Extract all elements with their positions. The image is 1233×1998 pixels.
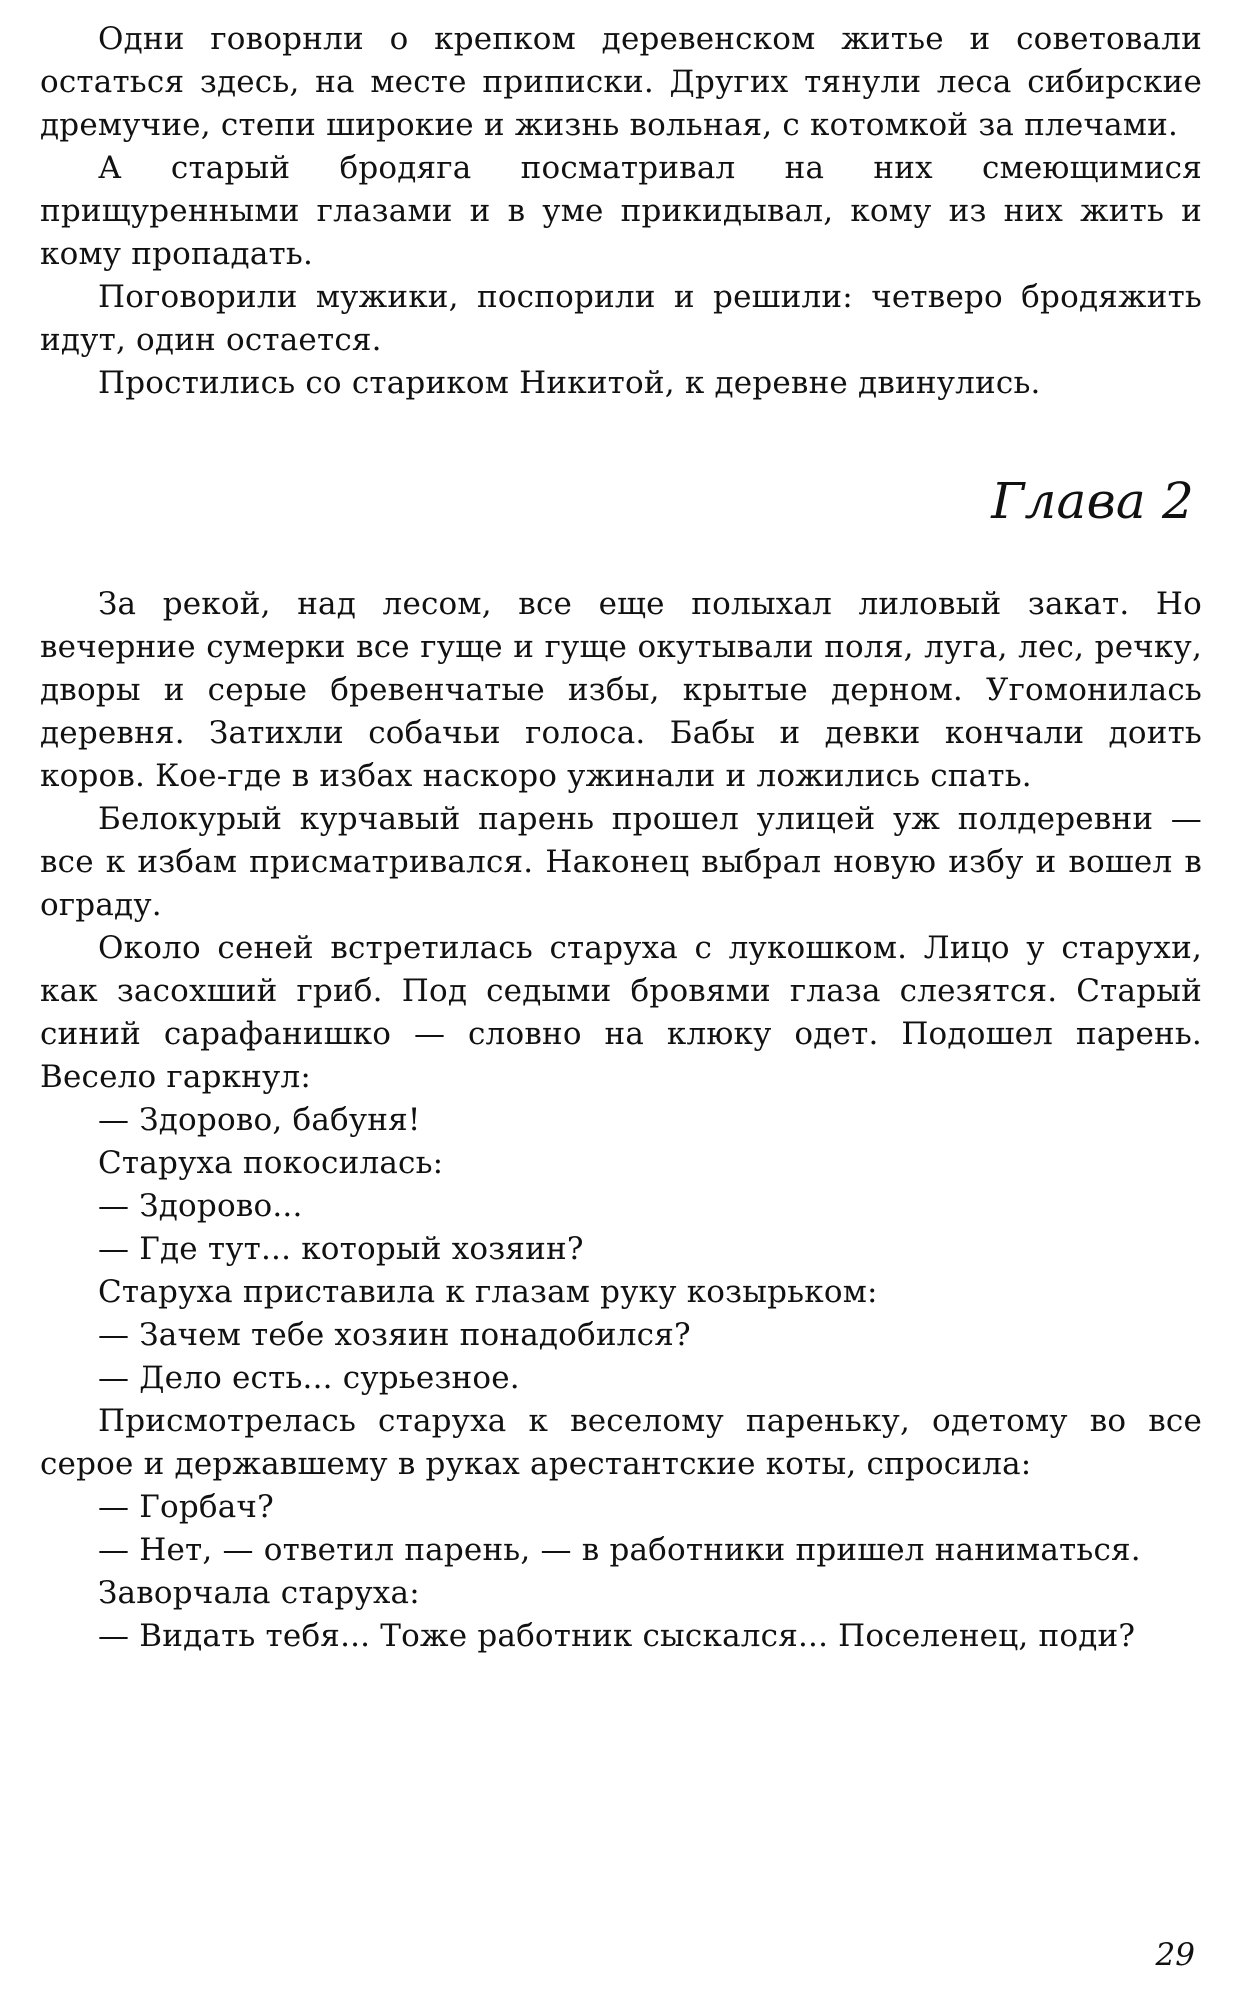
paragraph: Около сеней встретилась старуха с лукошком. Лицо у старухи, как засохший гриб. Под седыми бровями глаза слезятся. Старый синий сарафанишко — словно на клюку одет. Подошел парень. Весело гаркнул: [40,930,1202,1095]
paragraph: За рекой, над лесом, все еще полыхал лиловый закат. Но вечерние сумерки все гуще и гуще окутывали поля, луга, лес, речку, дворы и серые бревенчатые избы, крытые дерном. Угомонилась деревня. Затихли собачьи голоса. Бабы и девки кончали доить коров. Кое-где в избах наскоро ужинали и ложились спать. [40,586,1202,794]
paragraph: Поговорили мужики, поспорили и решили: четверо бродяжить идут, один остается. [40,279,1202,358]
paragraph: Белокурый курчавый парень прошел улицей уж полдеревни — все к избам присматривался. Наконец выбрал новую избу и вошел в ограду. [40,801,1202,923]
paragraph: Одни говорнли о крепком деревенском житье и советовали остаться здесь, на месте приписки. Других тянули леса сибирские дремучие, степи широкие и жизнь вольная, с котомкой за плечами. [40,21,1202,143]
dialogue-line: — Видать тебя... Тоже работник сыскался... Поселенец, поди? [98,1618,1136,1654]
paragraph: Старуха покосилась: [98,1145,444,1181]
page-number: 29 [1155,1937,1195,1973]
paragraph: Присмотрелась старуха к веселому пареньку, одетому во все серое и державшему в руках арестантские коты, спросила: [40,1403,1202,1482]
section-1 [40,18,1202,405]
section-2 [40,583,1202,1658]
paragraph: Старуха приставила к глазам руку козырьком: [98,1274,878,1310]
paragraph: Заворчала старуха: [98,1575,420,1611]
dialogue-line: — Нет, — ответил парень, — в работники пришел наниматься. [98,1532,1141,1568]
dialogue-line: — Зачем тебе хозяин понадобился? [98,1317,691,1353]
dialogue-line: — Дело есть... сурьезное. [98,1360,520,1396]
dialogue-line: — Здорово... [98,1188,303,1224]
paragraph: А старый бродяга посматривал на них смеющимися прищуренными глазами и в уме прикидывал, кому из них жить и кому пропадать. [40,150,1202,272]
chapter-heading: Глава 2 [991,472,1194,530]
dialogue-line: — Горбач? [98,1489,274,1525]
dialogue-line: — Где тут... который хозяин? [98,1231,584,1267]
dialogue-line: — Здорово, бабуня! [98,1102,421,1138]
paragraph: Простились со стариком Никитой, к деревне двинулись. [98,365,1041,401]
page-body [40,18,1202,1658]
